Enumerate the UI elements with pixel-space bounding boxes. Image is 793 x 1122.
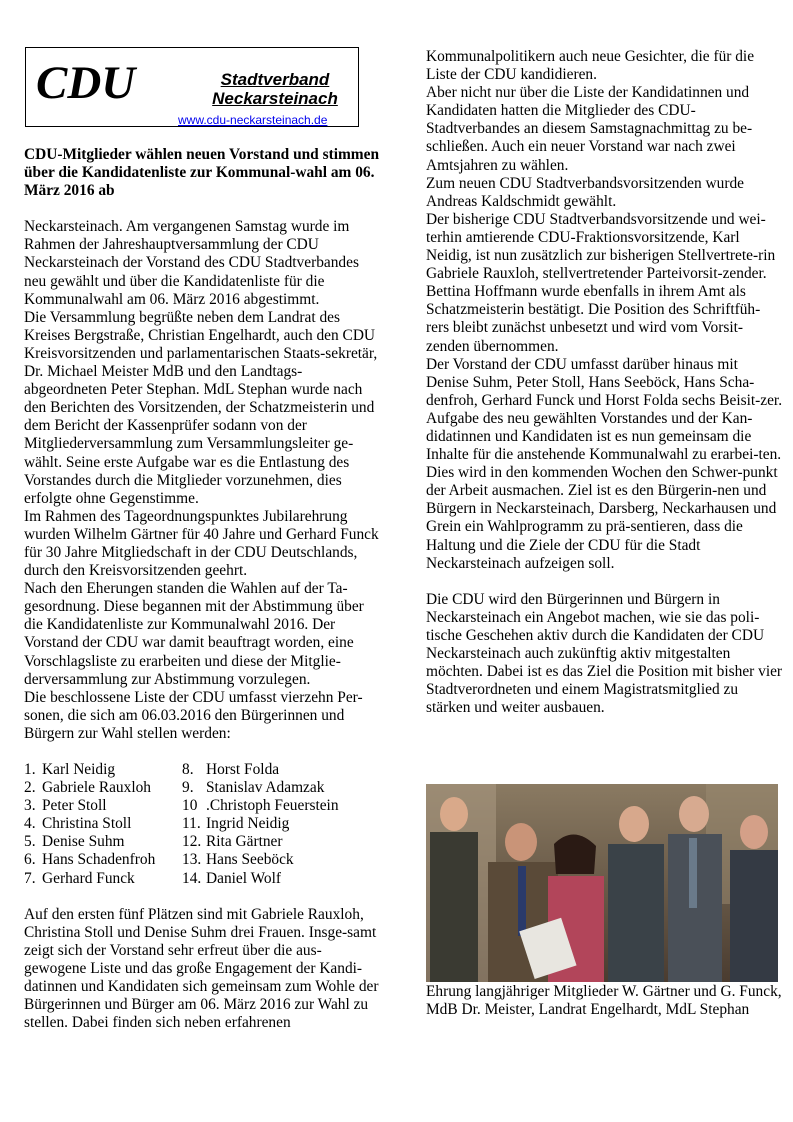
paragraph: Die beschlossene Liste der CDU umfasst vierzehn Per-sonen, die sich am 06.03.2016 den Bürgerinnen und Bürgern zur Wahl stellen werden: [24, 688, 363, 742]
article-title: CDU-Mitglieder wählen neuen Vorstand und stimmen über die Kandidatenliste zur Kommunal-wahl am 06. März 2016 ab [24, 146, 380, 200]
paragraph: Aber nicht nur über die Liste der Kandidatinnen und Kandidaten hatten die Mitglieder des CDU-Stadtverbandes an diesem Samstagnachmittag zu be-schließen. Auch ein neuer Vorstand war nach zwei Amtsjahren zu wählen. [426, 84, 753, 174]
paragraph: Auf den ersten fünf Plätzen sind mit Gabriele Rauxloh, Christina Stoll und Denise Suhm drei Frauen. Insge-samt zeigt sich der Vorstand sehr erfreut über die aus-gewogene Liste und das große Engagement der Kandi-datinnen und Kandidaten sich gemeinsam zum Wohle der Bürgerinnen und Bürger am 06. März 2016 zur Wahl zu stellen. Dabei finden sich neben erfahrenen [24, 905, 379, 1032]
candidate-number: 1. [24, 761, 36, 778]
candidate-row [24, 833, 382, 851]
candidate-number: 7. [24, 869, 36, 887]
candidate-row [24, 761, 382, 779]
group-photo-illustration [426, 784, 778, 982]
candidate-row [24, 779, 382, 797]
candidate-name: Denise Suhm [42, 833, 125, 851]
group-photo [426, 784, 778, 982]
candidate-number: 6. [24, 851, 36, 869]
paragraph: Neckarsteinach. Am vergangenen Samstag wurde im Rahmen der Jahreshauptversammlung der CDU Neckarsteinach der Vorstand des CDU Stadtverbandes neu gewählt und über die Kandidatenliste für die Kommunalwahl am 06. März 2016 abgestimmt. [24, 218, 359, 308]
candidate-name: Rita Gärtner [206, 833, 283, 851]
header-box [25, 47, 359, 127]
candidate-name: Stanislav Adamzak [206, 779, 325, 797]
candidate-number: 8. [182, 761, 194, 778]
candidate-name: Peter Stoll [42, 797, 107, 815]
candidate-number: 12. [182, 833, 202, 851]
paragraph: Nach den Eherungen standen die Wahlen auf der Ta-gesordnung. Diese begannen mit der Abstimmung über die Kandidatenliste zur Kommunalwahl 2016. Der Vorstand der CDU war damit beauftragt worden, eine Vorschlagsliste zu erarbeiten und diese der Mitglie-derversammlung zur Abstimmung vorzulegen. [24, 580, 364, 688]
candidate-name: Hans Seeböck [206, 851, 294, 869]
paragraph: Der Vorstand der CDU umfasst darüber hinaus mit Denise Suhm, Peter Stoll, Hans Seeböck, Hans Scha-denfroh, Gerhard Funck und Horst Folda sechs Beisit-zer. [426, 355, 783, 409]
candidate-number: 9. [182, 779, 194, 797]
right-column [426, 48, 783, 717]
paragraph: Die CDU wird den Bürgerinnen und Bürgern in Neckarsteinach ein Angebot machen, wie sie das poli-tische Geschehen aktiv durch die Kandidaten der CDU Neckarsteinach auch zukünftig aktiv mitgestalten möchten. Dabei ist es das Ziel die Position mit bisher vier Stadtverordneten und einem Magistratsmitglied zu stärken und weiter ausbauen. [426, 590, 783, 717]
paragraph: Aufgabe des neu gewählten Vorstandes und der Kan-didatinnen und Kandidaten ist es nun gemeinsam die Inhalte für die anstehende Kommunalwahl zu erarbei-ten. [426, 409, 782, 464]
paragraph: Im Rahmen des Tageordnungspunktes Jubilarehrung wurden Wilhelm Gärtner für 40 Jahre und Gerhard Funck für 30 Jahre Mitgliedschaft in der CDU Deutschlands, durch den Kreisvorsitzenden geehrt. [24, 507, 379, 580]
paragraph: Die Versammlung begrüßte neben dem Landrat des Kreises Bergstraße, Christian Engelhardt, auch den CDU Kreisvorsitzenden und parlamentarischen Staats-sekretär, Dr. Michael Meister MdB und den Landtags-abgeordneten Peter Stephan. MdL Stephan wurde nach den Berichten des Vorsitzenden, der Schatzmeisterin und dem Bericht der Kassenprüfer sodann von der Mitgliederversammlung zum Versammlungsleiter ge-wählt. Seine erste Aufgabe war es die Entlastung des Vorstandes durch die Mitglieder vorzunehmen, dies erfolgte ohne Gegenstimme. [24, 308, 378, 507]
candidate-number: 4. [24, 815, 36, 833]
candidate-number: 3. [24, 797, 36, 815]
paragraph: Kommunalpolitikern auch neue Gesichter, die für die Liste der CDU kandidieren. [426, 48, 755, 84]
candidate-row [24, 797, 382, 815]
candidate-name: Horst Folda [206, 761, 280, 778]
paragraph: Der bisherige CDU Stadtverbandsvorsitzende und wei-terhin amtierende CDU-Fraktionsvorsitzende, Karl Neidig, ist nun zusätzlich zur bisherigen Stellvertrete-rin Gabriele Rauxloh, stellvertretender Parteivorsit-zender. [426, 210, 776, 283]
org-name-line2: Neckarsteinach [212, 89, 338, 108]
cdu-logo: CDU [36, 57, 136, 109]
candidate-number: 5. [24, 833, 36, 851]
org-name [190, 70, 360, 108]
candidate-number: 14. [182, 869, 202, 887]
candidate-name: Gabriele Rauxloh [42, 779, 151, 797]
photo-caption: Ehrung langjähriger Mitglieder W. Gärtner und G. Funck, MdB Dr. Meister, Landrat Engelhardt, MdL Stephan [426, 983, 782, 1019]
left-column [24, 146, 382, 1032]
candidate-row [24, 870, 382, 888]
candidate-list [24, 761, 382, 888]
paragraph: Bettina Hoffmann wurde ebenfalls in ihrem Amt als Schatzmeisterin bestätigt. Die Position des Schriftfüh-rers bleibt zunächst unbesetzt und wird vom Vorsit-zenden übernommen. [426, 283, 761, 355]
candidate-number: 11. [182, 815, 201, 833]
website-link[interactable]: www.cdu-neckarsteinach.de [178, 113, 328, 127]
candidate-name: Ingrid Neidig [206, 815, 290, 833]
candidate-number: 13. [182, 851, 202, 869]
paragraph: Zum neuen CDU Stadtverbandsvorsitzenden wurde Andreas Kaldschmidt gewählt. [426, 174, 744, 210]
paragraph: Dies wird in den kommenden Wochen den Schwer-punkt der Arbeit ausmachen. Ziel ist es den Bürgerin-nen und Bürgern in Neckarsteinach, Darsberg, Neckarhausen und Grein ein Wahlprogramm zu prä-sentieren, dass die Haltung und die Ziele der CDU für die Stadt Neckarsteinach aufzeigen soll. [426, 464, 778, 572]
candidate-name: Hans Schadenfroh [42, 851, 156, 869]
candidate-name: .Christoph Feuerstein [206, 797, 339, 815]
candidate-number: 2. [24, 779, 36, 797]
candidate-name: Karl Neidig [42, 761, 116, 778]
candidate-name: Christina Stoll [42, 815, 132, 833]
candidate-name: Gerhard Funck [42, 869, 135, 887]
candidate-row [24, 815, 382, 833]
org-name-line1: Stadtverband [220, 70, 330, 89]
candidate-row [24, 851, 382, 869]
candidate-number: 10 [182, 797, 198, 815]
candidate-name: Daniel Wolf [206, 869, 281, 887]
